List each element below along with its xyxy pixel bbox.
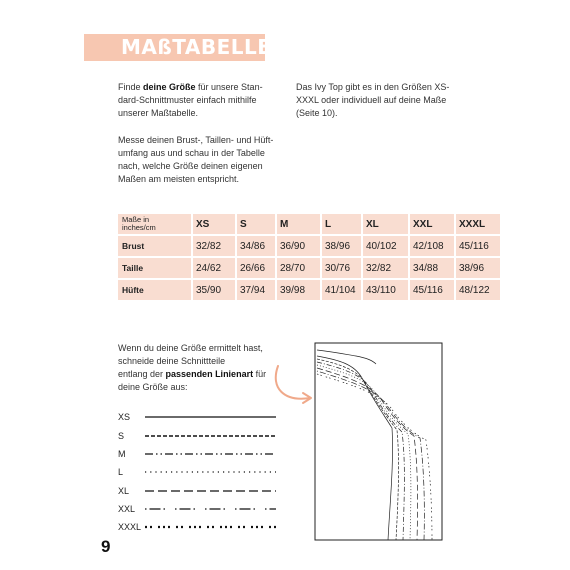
size-header: XS (193, 214, 235, 234)
size-header: L (322, 214, 361, 234)
table-cell: 28/70 (277, 258, 320, 278)
table-cell: 34/86 (237, 236, 275, 256)
line-type-label: L (118, 467, 124, 477)
sizes-info-paragraph: Das Ivy Top gibt es in den Größen XS- XXXL oder individuell auf deine Maße (Seite 10). (296, 82, 450, 118)
table-cell: 45/116 (456, 236, 500, 256)
line-type-legend (118, 406, 293, 531)
table-cell: 30/76 (322, 258, 361, 278)
line-type-label: S (118, 431, 125, 441)
table-row (118, 258, 500, 278)
table-cell: 39/98 (277, 280, 320, 300)
line-type-label: M (118, 449, 126, 459)
table-cell: 35/90 (193, 280, 235, 300)
table-cell: 48/122 (456, 280, 500, 300)
size-header: XL (363, 214, 408, 234)
table-cell: 41/104 (322, 280, 361, 300)
intro-paragraph-1: Finde deine Größe für unsere Stan- dard-Schnittmuster einfach mithilfe unserer Maßtabelle. (118, 82, 263, 118)
pattern-piece-illustration (314, 342, 444, 542)
line-type-label: XL (118, 486, 130, 496)
size-header: S (237, 214, 275, 234)
table-cell: 37/94 (237, 280, 275, 300)
table-cell: 45/116 (410, 280, 454, 300)
table-cell: 38/96 (322, 236, 361, 256)
table-cell: 26/66 (237, 258, 275, 278)
table-row (118, 280, 500, 300)
line-type-samples (118, 406, 293, 536)
row-label: Hüfte (118, 280, 191, 300)
table-cell: 42/108 (410, 236, 454, 256)
table-cell: 38/96 (456, 258, 500, 278)
table-cell: 34/88 (410, 258, 454, 278)
table-row (118, 236, 500, 256)
cut-instructions: Wenn du deine Größe ermittelt hast, schneide deine Schnittteile entlang der passenden Linienart für deine Größe aus: (118, 343, 267, 392)
size-header: XXL (410, 214, 454, 234)
size-header: XXXL (456, 214, 500, 234)
line-type-label: XS (118, 412, 131, 422)
line-type-label: XXL (118, 504, 136, 514)
table-cell: 36/90 (277, 236, 320, 256)
table-cell: 43/110 (363, 280, 408, 300)
line-type-label: XXXL (118, 522, 142, 532)
intro-paragraph-2: Messe deinen Brust-, Taillen- und Hüft- umfang aus und schau in der Tabelle nach, welche Größe deinen eigenen Maßen am meisten entspricht. (118, 135, 274, 184)
page-number: 9 (101, 537, 111, 556)
curved-arrow-icon (270, 360, 320, 410)
table-cell: 40/102 (363, 236, 408, 256)
row-label: Brust (118, 236, 191, 256)
page-title: MAßTABELLE (121, 35, 272, 59)
table-cell: 32/82 (363, 258, 408, 278)
size-table (116, 212, 502, 302)
size-header: M (277, 214, 320, 234)
table-cell: 32/82 (193, 236, 235, 256)
table-header-row (118, 214, 500, 234)
row-label: Taille (118, 258, 191, 278)
table-corner-label: Maße in inches/cm (118, 214, 191, 234)
table-cell: 24/62 (193, 258, 235, 278)
